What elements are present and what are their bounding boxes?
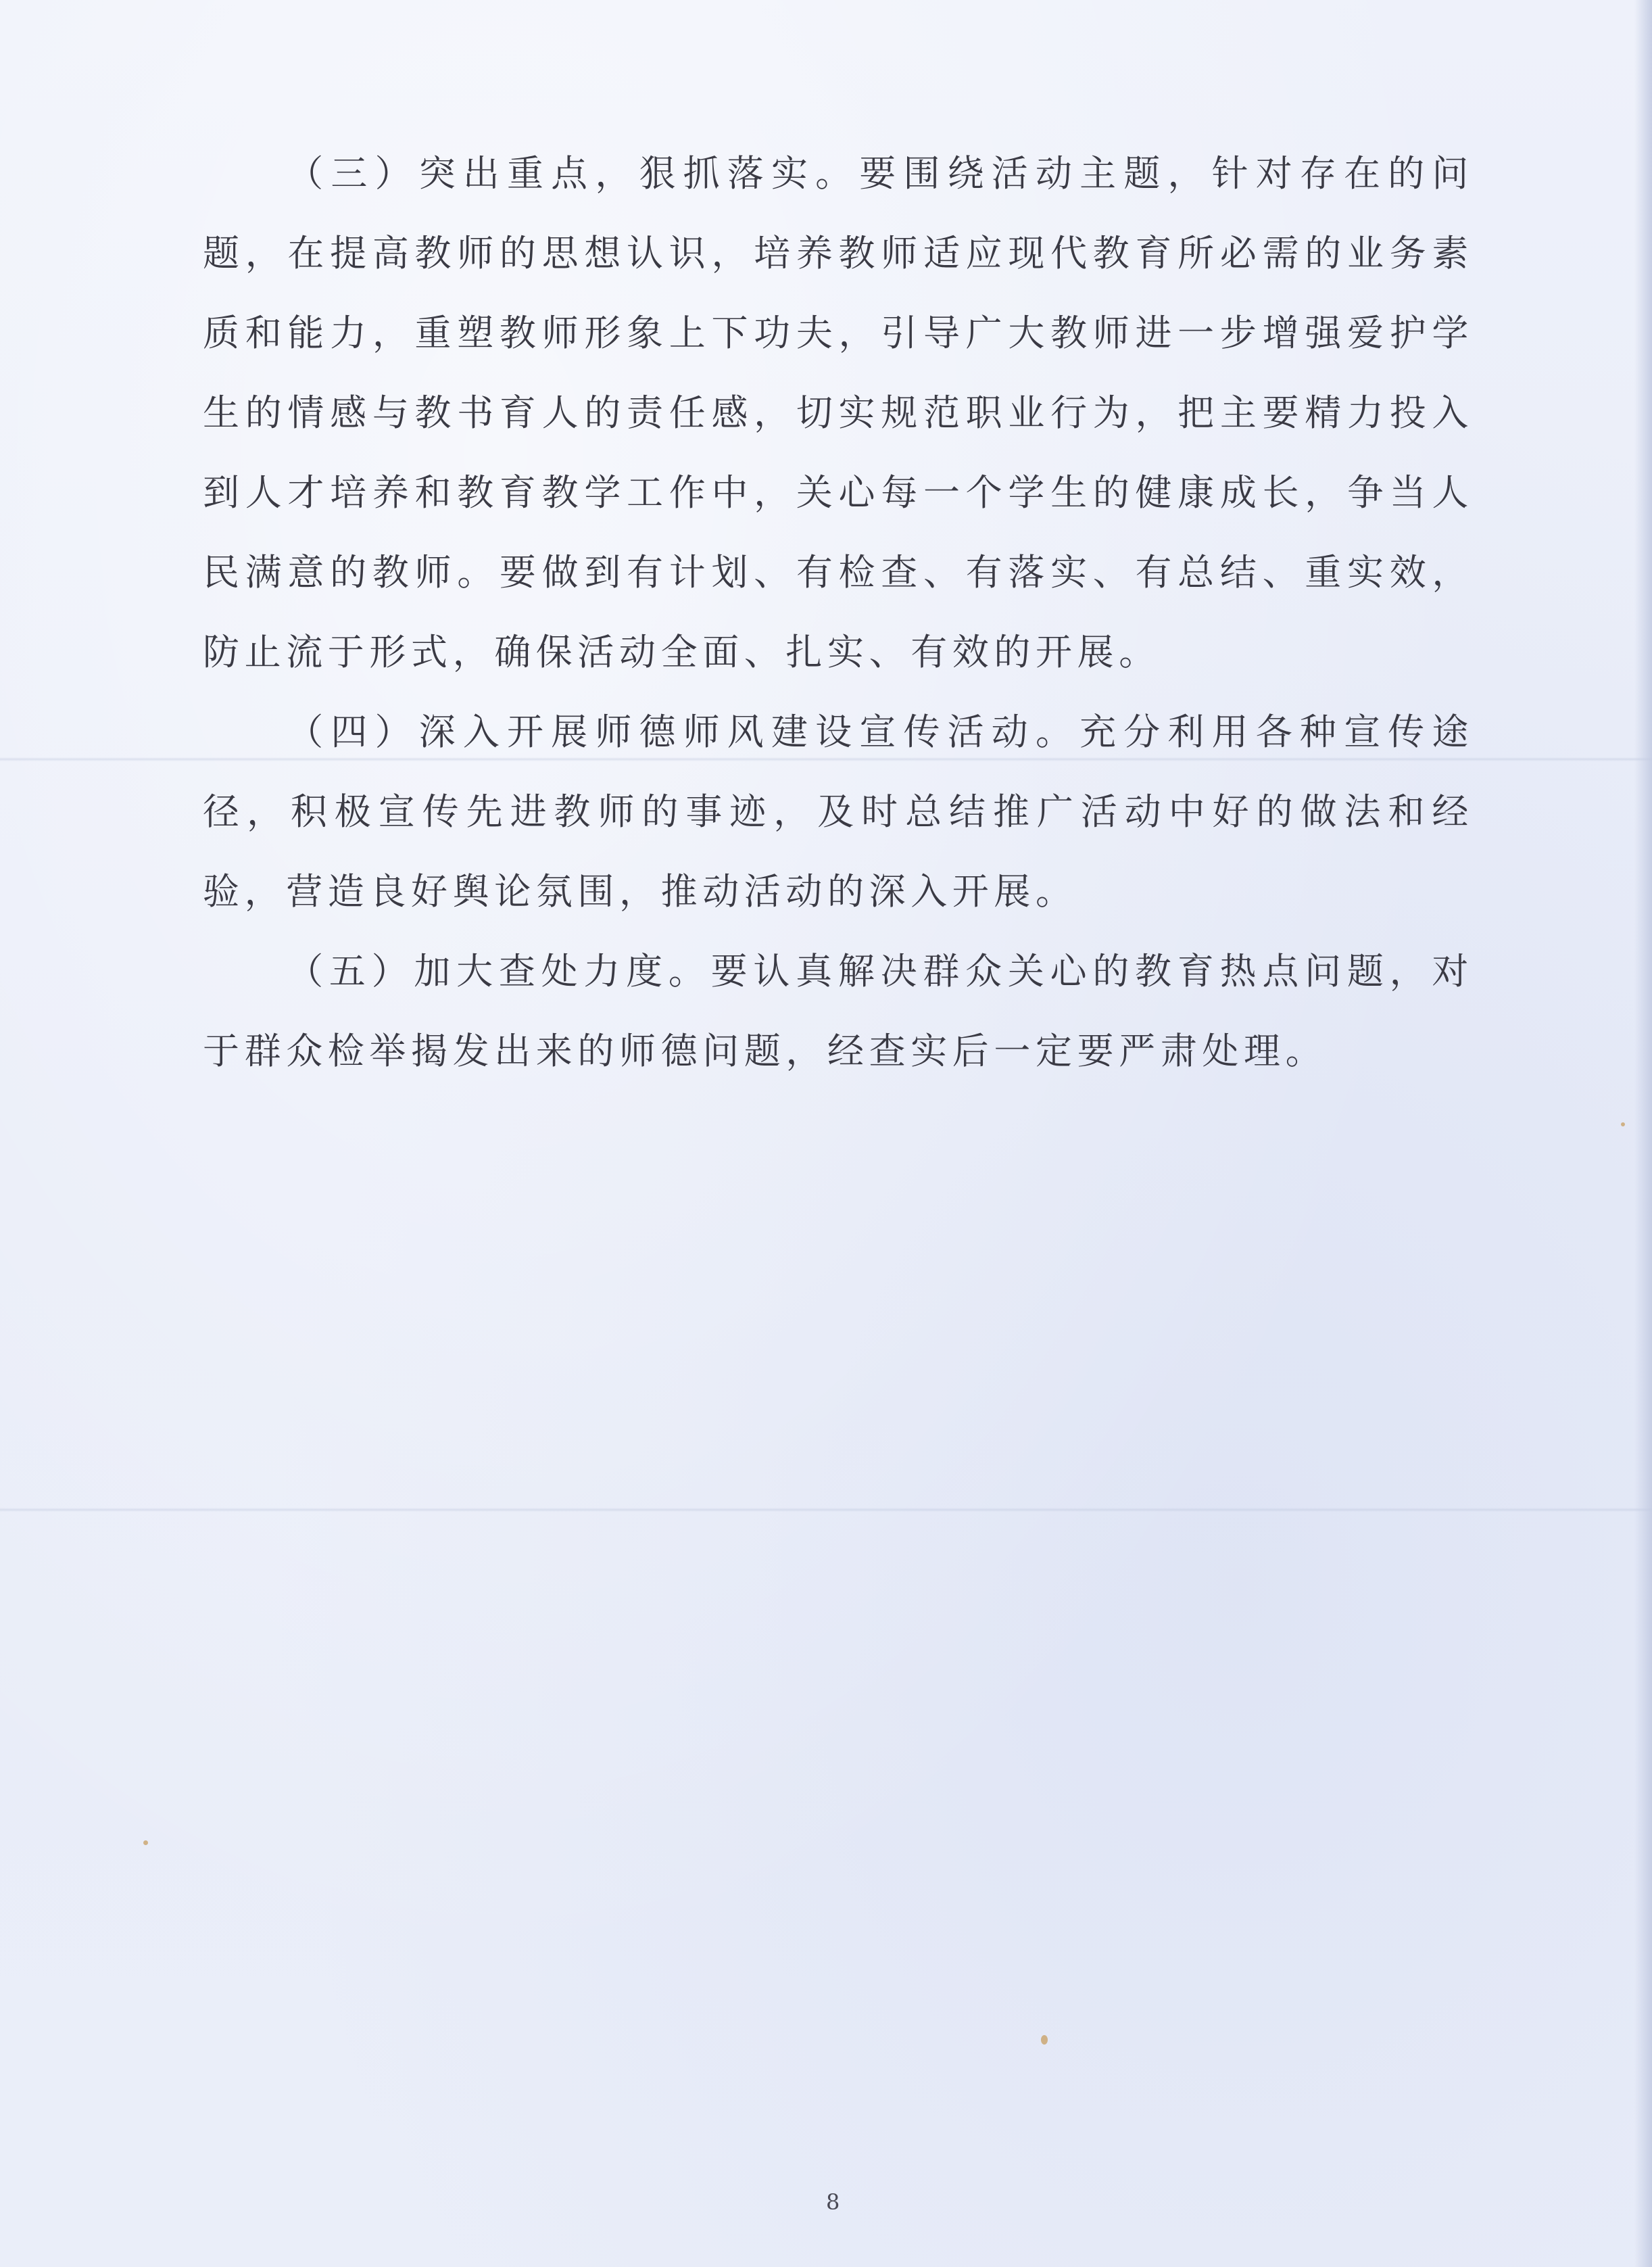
paper-speck (143, 1840, 148, 1845)
paper-fold-line (0, 1508, 1652, 1512)
page-number: 8 (826, 2189, 840, 2215)
paper-speck (1041, 2035, 1048, 2045)
paragraph-focus-implementation: （三）突出重点，狠抓落实。要围绕活动主题，针对存在的问题，在提高教师的思想认识，培养教师适应现代教育所必需的业务素质和能力，重塑教师形象上下功夫，引导广大教师进一步增强爱护学生的情感与教书育人的责任感，切实规范职业行为，把主要精力投入到人才培养和教育教学工作中，关心每一个学生的健康成长，争当人民满意的教师。要做到有计划、有检查、有落实、有总结、重实效，防止流于形式，确保活动全面、扎实、有效的开展。 (203, 152, 1474, 673)
paragraph-investigation-efforts: （五）加大查处力度。要认真解决群众关心的教育热点问题，对于群众检举揭发出来的师德问题，经查实后一定要严肃处理。 (203, 950, 1474, 1072)
paper-speck (1621, 1122, 1625, 1126)
page-edge-shadow (1634, 0, 1652, 2267)
paragraph-publicity-campaign: （四）深入开展师德师风建设宣传活动。充分利用各种宣传途径，积极宣传先进教师的事迹，及时总结推广活动中好的做法和经验，营造良好舆论氛围，推动活动的深入开展。 (203, 711, 1474, 913)
document-body (203, 134, 1474, 1091)
